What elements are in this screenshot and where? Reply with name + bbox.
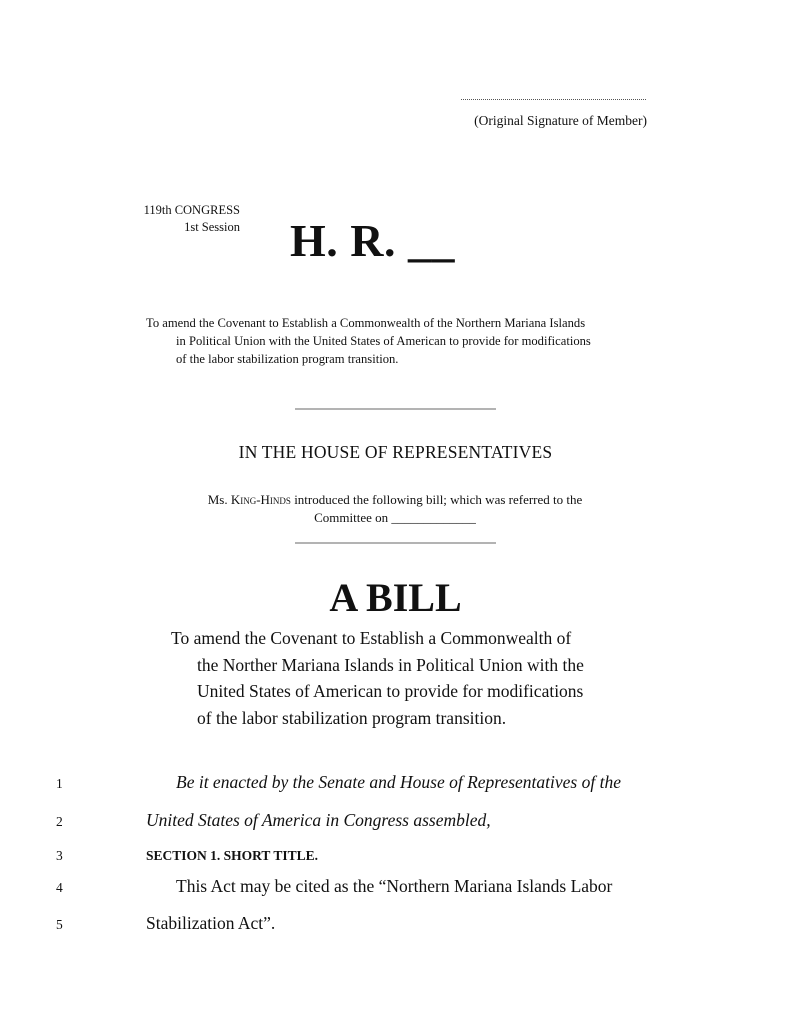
- long-title-line: of the labor stabilization program transition.: [197, 707, 507, 728]
- sponsor-name: King-Hinds: [230, 492, 291, 507]
- divider: [295, 542, 496, 544]
- short-description: [146, 314, 666, 368]
- short-description-line: of the labor stabilization program transition.: [176, 352, 399, 366]
- line-number: 5: [56, 917, 63, 932]
- committee-line: Committee on _____________: [314, 510, 476, 525]
- signature-caption: (Original Signature of Member): [474, 113, 647, 128]
- introduction-prefix: Ms.: [207, 492, 231, 507]
- congress-info: [100, 202, 240, 236]
- introduction: [100, 491, 690, 527]
- line-number: 3: [56, 848, 63, 863]
- section-heading: SECTION 1. SHORT TITLE.: [146, 848, 318, 863]
- short-description-line: in Political Union with the United States of American to provide for modifications: [176, 334, 591, 348]
- long-title-line: United States of American to provide for modifications: [197, 681, 584, 701]
- introduction-text: introduced the following bill; which was referred to the: [290, 492, 583, 507]
- divider: [295, 408, 496, 410]
- bill-number: H. R. __: [290, 215, 455, 266]
- long-title-line: the Norther Mariana Islands in Political Union with the: [197, 654, 584, 675]
- line-number: 1: [56, 776, 63, 791]
- section-text: This Act may be cited as the “Northern Mariana Islands Labor: [176, 876, 613, 896]
- congress-session: 1st Session: [184, 220, 240, 234]
- long-title: [171, 625, 641, 731]
- chamber-heading: IN THE HOUSE OF REPRESENTATIVES: [238, 442, 553, 462]
- line-number: 2: [56, 814, 63, 829]
- section-text: Stabilization Act”.: [146, 913, 276, 933]
- line-number: 4: [56, 880, 63, 895]
- signature-line: [461, 99, 646, 100]
- enacting-clause: United States of America in Congress assembled,: [146, 810, 491, 830]
- long-title-line: To amend the Covenant to Establish a Commonwealth of: [171, 628, 572, 648]
- introduction-line: [100, 491, 690, 509]
- enacting-clause: Be it enacted by the Senate and House of Representatives of the: [176, 772, 621, 792]
- short-description-line: To amend the Covenant to Establish a Commonwealth of the Northern Mariana Islands: [146, 316, 586, 330]
- bill-heading: A BILL: [329, 575, 462, 620]
- congress-number: 119th CONGRESS: [143, 203, 240, 217]
